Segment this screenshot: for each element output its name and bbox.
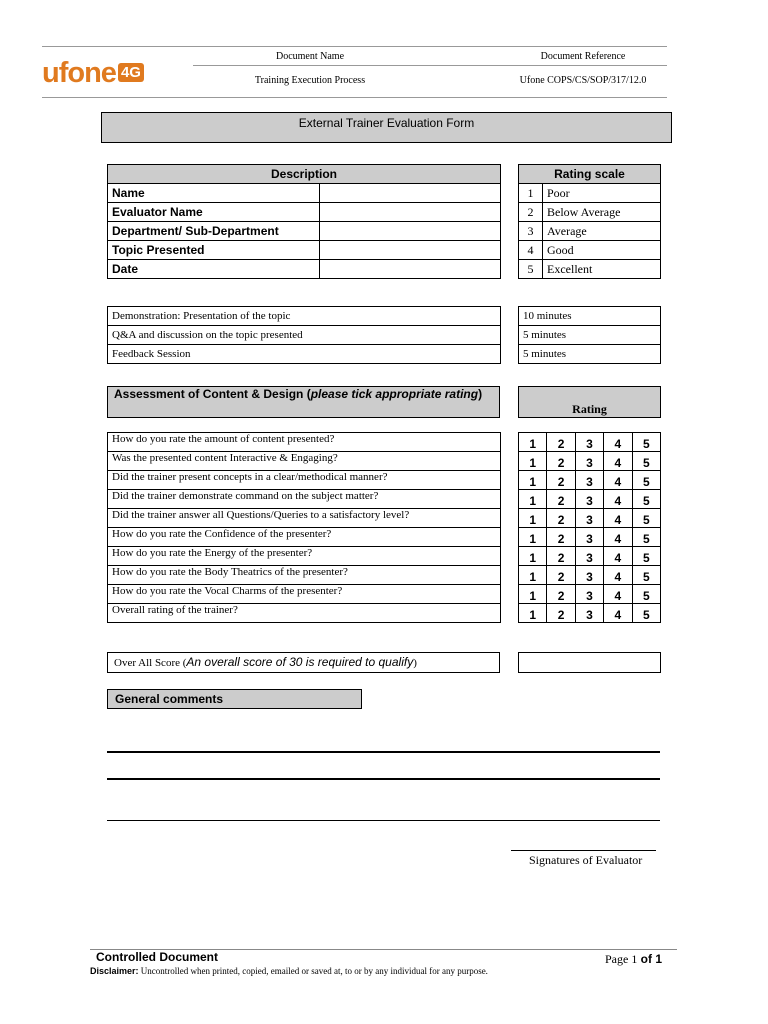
rating-option-2[interactable]: 2	[547, 585, 575, 604]
rating-option-1[interactable]: 1	[519, 433, 547, 452]
activity-label: Feedback Session	[108, 345, 501, 364]
rating-option-4[interactable]: 4	[604, 452, 632, 471]
rating-option-2[interactable]: 2	[547, 566, 575, 585]
scale-label: Excellent	[543, 260, 661, 279]
rating-option-4[interactable]: 4	[604, 509, 632, 528]
rating-option-5[interactable]: 5	[632, 547, 660, 566]
rating-option-5[interactable]: 5	[632, 604, 660, 623]
duration-label: 5 minutes	[519, 326, 661, 345]
header-top-rule	[42, 46, 667, 47]
table-row	[108, 307, 501, 326]
rating-option-5[interactable]: 5	[632, 566, 660, 585]
question-text: How do you rate the Confidence of the presenter?	[108, 528, 501, 547]
score-note: An overall score of 30 is required to qualify	[186, 655, 414, 669]
signature-label: Signatures of Evaluator	[529, 853, 643, 867]
table-row	[519, 326, 661, 345]
rating-option-3[interactable]: 3	[575, 604, 603, 623]
description-label-department: Department/ Sub-Department	[108, 222, 320, 241]
table-row	[108, 585, 501, 604]
rating-row	[519, 509, 661, 528]
rating-option-2[interactable]: 2	[547, 433, 575, 452]
rating-option-1[interactable]: 1	[519, 509, 547, 528]
disclaimer	[90, 966, 488, 976]
scale-label: Average	[543, 222, 661, 241]
page-current: 1	[631, 952, 638, 966]
doc-ref-value: Ufone COPS/CS/SOP/317/12.0	[519, 75, 647, 86]
rating-option-2[interactable]: 2	[547, 509, 575, 528]
description-label-evaluator: Evaluator Name	[108, 203, 320, 222]
question-text: Did the trainer present concepts in a clear/methodical manner?	[108, 471, 501, 490]
table-row	[108, 241, 501, 260]
rating-option-4[interactable]: 4	[604, 566, 632, 585]
score-suffix: )	[413, 657, 417, 669]
rating-option-2[interactable]: 2	[547, 528, 575, 547]
form-title: External Trainer Evaluation Form	[101, 112, 672, 143]
session-activity-table	[107, 306, 501, 364]
rating-option-3[interactable]: 3	[575, 509, 603, 528]
ufone-logo	[42, 57, 172, 89]
rating-option-4[interactable]: 4	[604, 490, 632, 509]
session-duration-table	[518, 306, 661, 364]
table-row	[108, 566, 501, 585]
controlled-document-label: Controlled Document	[96, 950, 218, 964]
scale-label: Below Average	[543, 203, 661, 222]
description-label-name: Name	[108, 184, 320, 203]
rating-row	[519, 566, 661, 585]
department-field[interactable]	[320, 222, 501, 241]
rating-option-4[interactable]: 4	[604, 471, 632, 490]
doc-name-value: Training Execution Process	[254, 75, 366, 86]
rating-option-1[interactable]: 1	[519, 452, 547, 471]
question-text: How do you rate the amount of content presented?	[108, 433, 501, 452]
question-text: How do you rate the Energy of the presenter?	[108, 547, 501, 566]
rating-row	[519, 528, 661, 547]
disclaimer-text: Uncontrolled when printed, copied, emailed or saved at, to or by any individual for any purpose.	[138, 966, 488, 976]
table-row	[108, 471, 501, 490]
table-row	[519, 203, 661, 222]
rating-row	[519, 433, 661, 452]
table-row	[108, 509, 501, 528]
rating-option-3[interactable]: 3	[575, 471, 603, 490]
table-row	[519, 345, 661, 364]
duration-label: 5 minutes	[519, 345, 661, 364]
rating-option-3[interactable]: 3	[575, 433, 603, 452]
activity-label: Q&A and discussion on the topic presented	[108, 326, 501, 345]
rating-scale-header: Rating scale	[519, 165, 661, 184]
rating-option-4[interactable]: 4	[604, 585, 632, 604]
table-row	[108, 345, 501, 364]
rating-option-5[interactable]: 5	[632, 471, 660, 490]
signature-line[interactable]	[511, 850, 656, 851]
table-row	[108, 528, 501, 547]
rating-option-5[interactable]: 5	[632, 585, 660, 604]
rating-row	[519, 490, 661, 509]
scale-num: 2	[519, 203, 543, 222]
general-comments-header: General comments	[107, 689, 362, 709]
table-row	[519, 184, 661, 203]
comment-line-2[interactable]	[107, 778, 660, 780]
rating-option-1[interactable]: 1	[519, 528, 547, 547]
disclaimer-label: Disclaimer:	[90, 966, 139, 976]
logo-4g-badge: 4G	[118, 63, 144, 82]
table-row	[519, 307, 661, 326]
rating-option-2[interactable]: 2	[547, 604, 575, 623]
rating-row	[519, 585, 661, 604]
assessment-header-text: Assessment of Content & Design (	[114, 387, 311, 401]
rating-option-5[interactable]: 5	[632, 452, 660, 471]
assessment-ratings-table	[518, 432, 661, 623]
description-header: Description	[108, 165, 501, 184]
rating-option-1[interactable]: 1	[519, 471, 547, 490]
rating-row	[519, 604, 661, 623]
rating-option-3[interactable]: 3	[575, 585, 603, 604]
table-row	[108, 452, 501, 471]
question-text: Did the trainer demonstrate command on the subject matter?	[108, 490, 501, 509]
topic-field[interactable]	[320, 241, 501, 260]
scale-num: 4	[519, 241, 543, 260]
header-bottom-rule	[42, 97, 667, 98]
description-table	[107, 164, 501, 279]
rating-option-3[interactable]: 3	[575, 528, 603, 547]
table-row	[108, 433, 501, 452]
evaluator-name-field[interactable]	[320, 203, 501, 222]
table-row	[108, 326, 501, 345]
rating-option-4[interactable]: 4	[604, 433, 632, 452]
rating-option-1[interactable]: 1	[519, 585, 547, 604]
table-row	[108, 184, 501, 203]
table-row	[108, 490, 501, 509]
question-text: Was the presented content Interactive & Engaging?	[108, 452, 501, 471]
scale-num: 3	[519, 222, 543, 241]
rating-row	[519, 452, 661, 471]
table-row	[108, 260, 501, 279]
rating-scale-table	[518, 164, 661, 279]
table-row	[108, 222, 501, 241]
table-row	[519, 260, 661, 279]
rating-option-1[interactable]: 1	[519, 566, 547, 585]
description-label-topic: Topic Presented	[108, 241, 320, 260]
name-field[interactable]	[320, 184, 501, 203]
rating-option-1[interactable]: 1	[519, 604, 547, 623]
rating-option-2[interactable]: 2	[547, 547, 575, 566]
scale-num: 5	[519, 260, 543, 279]
rating-option-3[interactable]: 3	[575, 566, 603, 585]
question-text: Did the trainer answer all Questions/Queries to a satisfactory level?	[108, 509, 501, 528]
rating-option-4[interactable]: 4	[604, 528, 632, 547]
assessment-questions-table	[107, 432, 501, 623]
assessment-header-suffix: )	[478, 387, 483, 401]
scale-label: Good	[543, 241, 661, 260]
table-row	[108, 604, 501, 623]
question-text: Overall rating of the trainer?	[108, 604, 501, 623]
header-mid-rule	[193, 65, 667, 66]
page-total: of 1	[637, 952, 662, 966]
rating-row	[519, 471, 661, 490]
rating-option-5[interactable]: 5	[632, 528, 660, 547]
rating-option-3[interactable]: 3	[575, 547, 603, 566]
score-label-text: Over All Score (	[114, 657, 187, 669]
rating-option-5[interactable]: 5	[632, 433, 660, 452]
rating-option-2[interactable]: 2	[547, 471, 575, 490]
logo-wordmark: ufone	[42, 57, 116, 89]
page-prefix: Page	[605, 952, 632, 966]
scale-num: 1	[519, 184, 543, 203]
rating-header: Rating	[518, 386, 661, 418]
date-field[interactable]	[320, 260, 501, 279]
rating-option-4[interactable]: 4	[604, 547, 632, 566]
overall-score-field[interactable]	[518, 652, 661, 673]
rating-option-2[interactable]: 2	[547, 452, 575, 471]
rating-row	[519, 547, 661, 566]
duration-label: 10 minutes	[519, 307, 661, 326]
table-row	[108, 203, 501, 222]
doc-name-label: Document Name	[275, 51, 345, 62]
rating-option-1[interactable]: 1	[519, 490, 547, 509]
rating-option-5[interactable]: 5	[632, 490, 660, 509]
comment-line-3[interactable]	[107, 820, 660, 821]
table-row	[108, 547, 501, 566]
description-label-date: Date	[108, 260, 320, 279]
rating-option-1[interactable]: 1	[519, 547, 547, 566]
rating-option-3[interactable]: 3	[575, 490, 603, 509]
doc-ref-label: Document Reference	[540, 51, 626, 62]
table-row	[519, 222, 661, 241]
question-text: How do you rate the Body Theatrics of the presenter?	[108, 566, 501, 585]
rating-option-2[interactable]: 2	[547, 490, 575, 509]
assessment-header-italic: please tick appropriate rating	[310, 387, 479, 401]
comment-line-1[interactable]	[107, 751, 660, 753]
overall-score-label	[107, 652, 500, 673]
question-text: How do you rate the Vocal Charms of the presenter?	[108, 585, 501, 604]
rating-option-3[interactable]: 3	[575, 452, 603, 471]
scale-label: Poor	[543, 184, 661, 203]
rating-option-5[interactable]: 5	[632, 509, 660, 528]
activity-label: Demonstration: Presentation of the topic	[108, 307, 501, 326]
table-row	[519, 241, 661, 260]
assessment-header	[107, 386, 500, 418]
page-number	[605, 952, 662, 967]
rating-option-4[interactable]: 4	[604, 604, 632, 623]
